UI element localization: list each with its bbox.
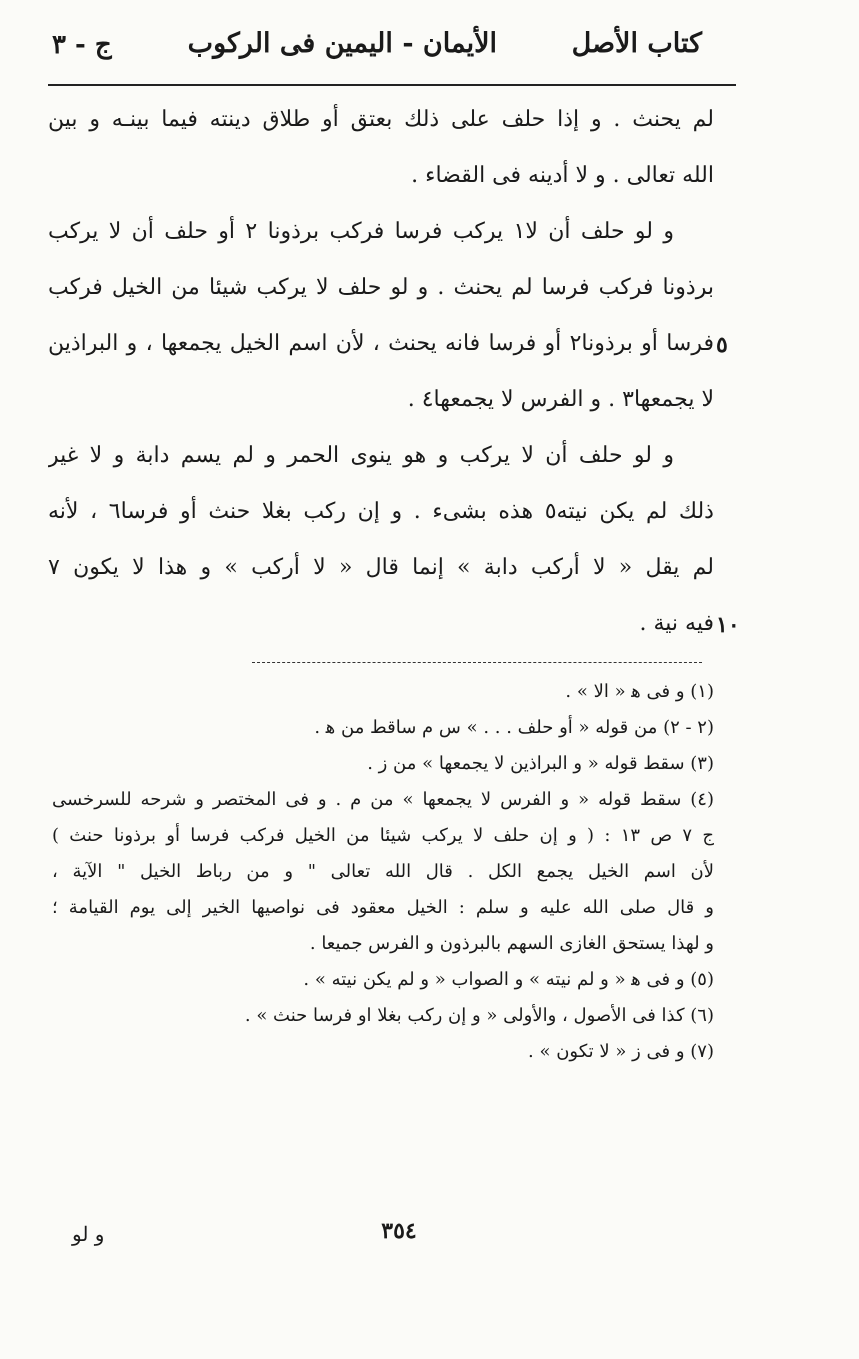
footnote: (٧) و فى ز « لا تكون » .	[528, 1041, 714, 1062]
main-text	[48, 96, 714, 656]
footnote: ج ٧ ص ١٣ : ( و إن حلف لا يركب شيئا من الخيل فركب فرسا أو برذونا حنث )	[52, 825, 714, 846]
book-title: كتاب الأصل	[571, 28, 702, 59]
text-line: لم يحنث . و إذا حلف على ذلك بعتق أو طلاق دينته فيما بينـه و بين	[48, 107, 714, 132]
text-line: الله تعالى . و لا أدينه فى القضاء .	[411, 163, 714, 188]
text-line: فيه نية .	[639, 611, 714, 636]
volume-label: ج - ٣	[52, 30, 112, 60]
footnotes	[52, 676, 714, 1072]
text-line: ذلك لم يكن نيته٥ هذه بشىء . و إن ركب بغلا حنث أو فرسا٦ ، لأنه	[48, 499, 714, 524]
text-line: و لو حلف أن لا١ يركب فرسا فركب برذونا ٢ أو حلف أن لا يركب	[48, 219, 674, 244]
footnote: لأن اسم الخيل يجمع الكل . قال الله تعالى " و من رباط الخيل " الآية ،	[52, 861, 714, 882]
text-line: لا يجمعها٣ . و الفرس لا يجمعها٤ .	[407, 387, 714, 412]
line-number: ١٠	[716, 612, 740, 638]
footnote: (٢ - ٢) من قوله « أو حلف . . . » س م ساقط من ﻫ .	[314, 717, 714, 738]
chapter-title: الأيمان - اليمين فى الركوب	[187, 28, 497, 59]
footnote: و لهذا يستحق الغازى السهم بالبرذون و الفرس جميعا .	[309, 933, 714, 954]
page-number: ٣٥٤	[381, 1218, 417, 1244]
line-number: ٥	[716, 332, 728, 358]
catchword: و لو	[72, 1222, 105, 1246]
text-line: برذونا فركب فرسا لم يحنث . و لو حلف لا يركب شيئا من الخيل فركب	[48, 275, 714, 300]
footnote: (٦) كذا فى الأصول ، والأولى « و إن ركب بغلا او فرسا حنث » .	[244, 1005, 714, 1026]
text-line: فرسا أو برذونا٢ أو فرسا فانه يحنث ، لأن اسم الخيل يجمعها ، و البراذين	[48, 331, 714, 356]
footnote: (٣) سقط قوله « و البراذين لا يجمعها » من ز .	[367, 753, 714, 774]
footnote: و قال صلى الله عليه و سلم : الخيل معقود فى نواصيها الخير إلى يوم القيامة ؛	[52, 897, 714, 918]
running-head	[52, 28, 702, 78]
header-rule	[48, 84, 736, 86]
footnote: (١) و فى ﻫ « الا » .	[565, 681, 714, 702]
footnote: (٤) سقط قوله « و الفرس لا يجمعها » من م . و فى المختصر و شرحه للسرخسى	[52, 789, 714, 810]
footnote: (٥) و فى ﻫ « و لم نيته » و الصواب « و لم يكن نيته » .	[303, 969, 714, 990]
text-line: و لو حلف أن لا يركب و هو ينوى الحمر و لم يسم دابة و لا غير	[48, 443, 674, 468]
footnote-rule	[252, 662, 702, 663]
text-line: لم يقل « لا أركب دابة » إنما قال « لا أركب » و هذا لا يكون ٧	[48, 555, 714, 580]
